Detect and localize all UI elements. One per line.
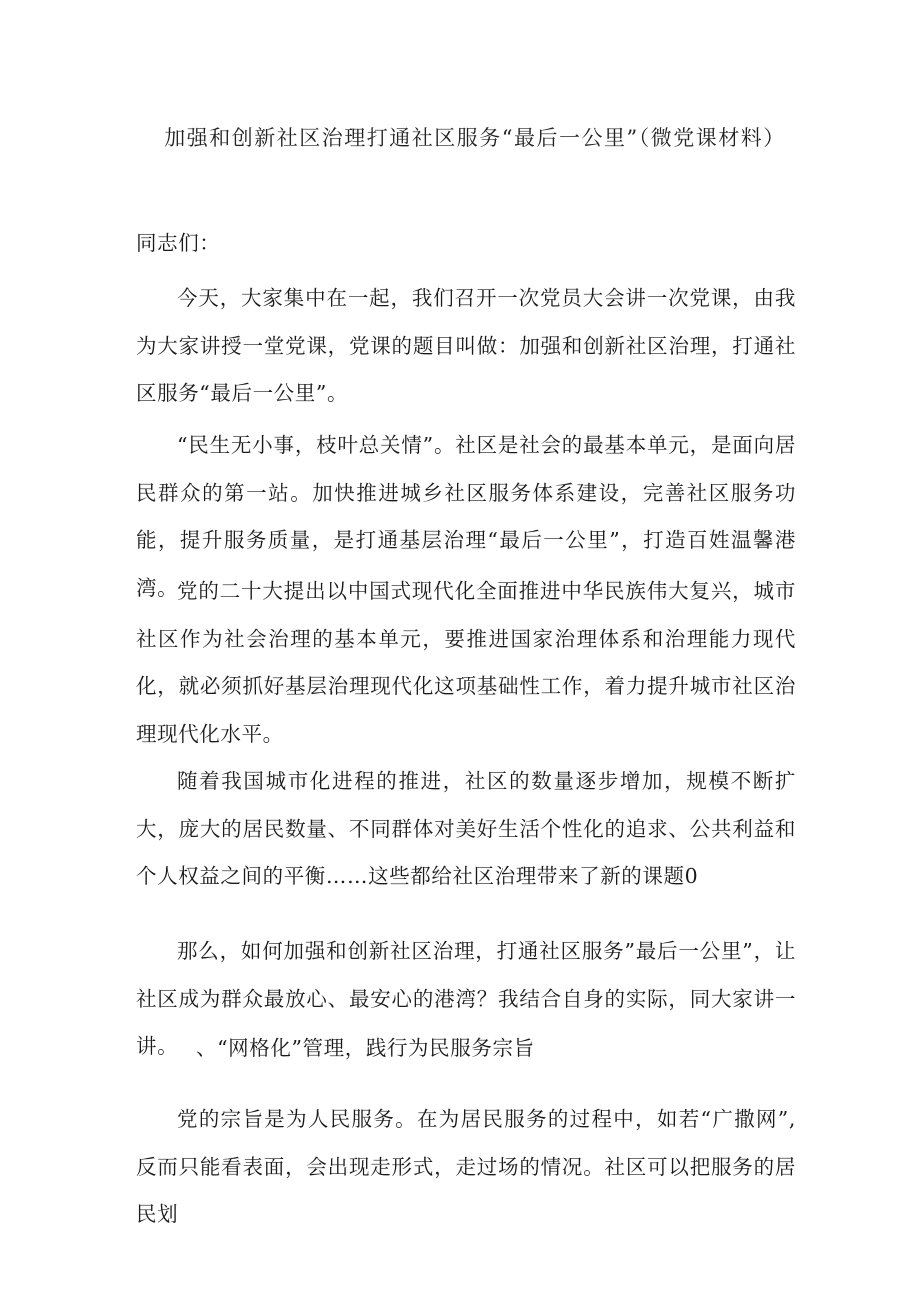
paragraph-intro: 今天，大家集中在一起，我们召开一次党员大会讲一次党课，由我为大家讲授一堂党课，党课的题目叫做：加强和创新社区治理，打通社区服务“最后一公里”。 <box>136 286 796 405</box>
paragraph-section-body: 党的宗旨是为人民服务。在为居民服务的过程中，如若“广撒网”,反而只能看表面，会出现走形式，走过场的情况。社区可以把服务的居民划 <box>136 1107 796 1226</box>
document-title: 加强和创新社区治理打通社区服务“最后一公里”（微党课材料） <box>164 126 786 150</box>
paragraph-livelihood: “民生无小事，枝叶总关情”。社区是社会的最基本单元，是面向居民群众的第一站。加快推进城乡社区服务体系建设，完善社区服务功能，提升服务质量，是打通基层治理“最后一公里”，打造百姓温馨港湾。 <box>136 433 796 600</box>
section-heading: 、“网格化”管理，践行为民服务宗旨 <box>196 1036 535 1060</box>
paragraph-congress: 党的二十大提出以中国式现代化全面推进中华民族伟大复兴，城市社区作为社会治理的基本单元，要推进国家治理体系和治理能力现代化，就必须抓好基层治理现代化这项基础性工作，着力提升城市社区治理现代化水平。 <box>136 579 796 746</box>
paragraph-urbanization: 随着我国城市化进程的推进，社区的数量逐步增加，规模不断扩大，庞大的居民数量、不同群体对美好生活个性化的追求、公共利益和个人权益之间的平衡……这些都给社区治理带来了新的课题0 <box>136 769 796 888</box>
salutation: 同志们： <box>136 231 221 255</box>
paragraph-question: 那么，如何加强和创新社区治理，打通社区服务”最后一公里”，让社区成为群众最放心、最安心的港湾？我结合自身的实际，同大家讲一讲。 <box>136 939 796 1058</box>
